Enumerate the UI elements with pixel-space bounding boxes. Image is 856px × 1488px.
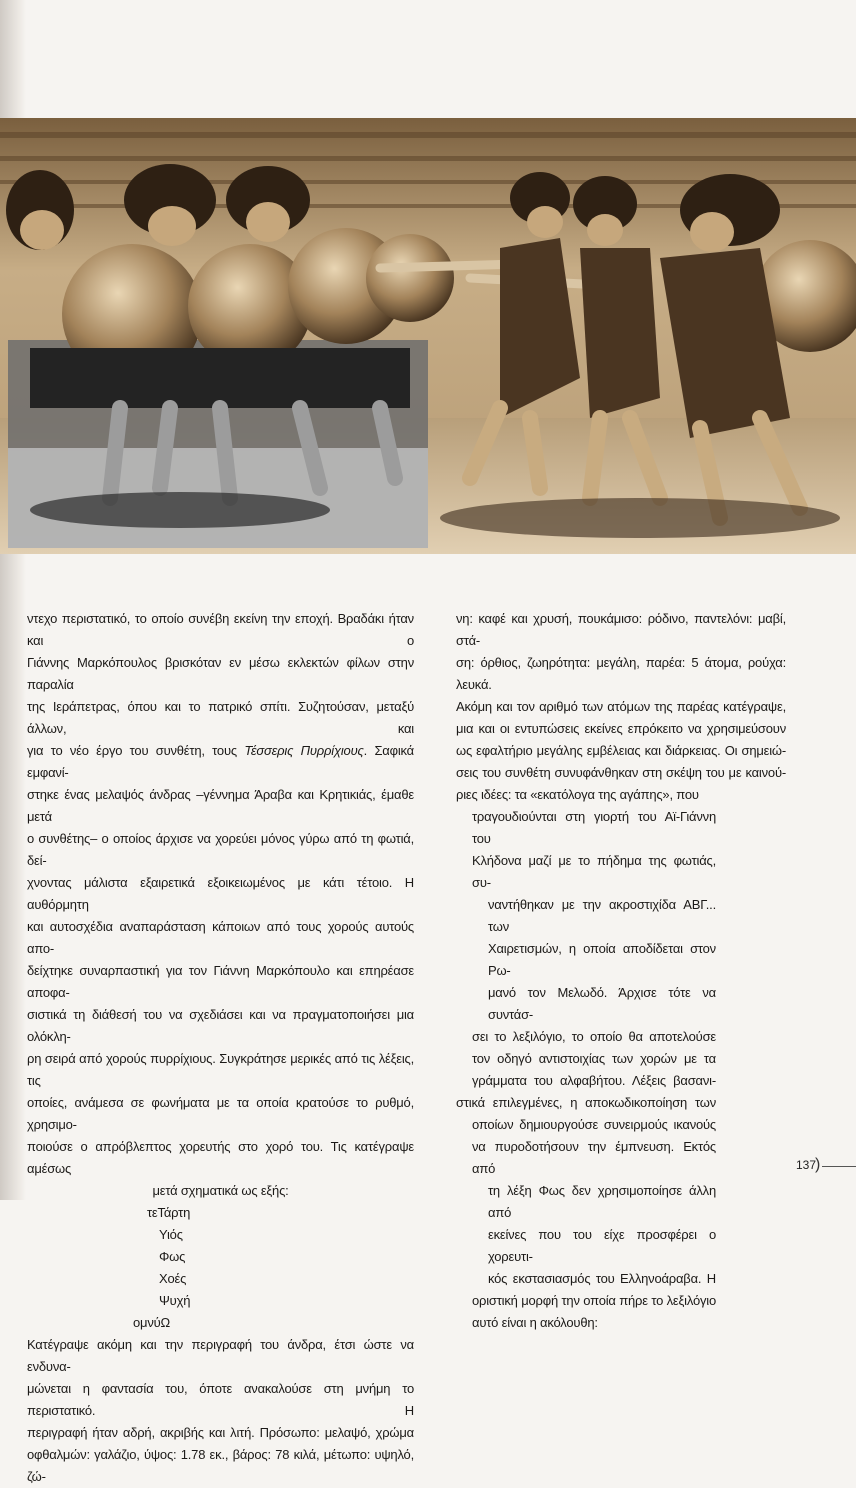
left-text-column [27, 608, 414, 1488]
text-line: της Ιεράπετρας, όπου και το πατρικό σπίτι. Συζητούσαν, μεταξύ άλλων, και [27, 699, 414, 736]
text-line: κός εκστασιασμός του Ελληνοάραβα. Η [488, 1271, 716, 1286]
word-list-item: ομνύΩ [133, 1315, 171, 1330]
text-line: ναντήθηκαν με την ακροστιχίδα ΑΒΓ... των [488, 897, 716, 934]
text-line: στηκε ένας μελαψός άνδρας –γέννημα Άραβα και Κρητικιάς, έμαθε μετά [27, 787, 414, 824]
word-list [27, 1202, 414, 1334]
word-list-item: τεΤάρτη [147, 1205, 191, 1220]
text-line: Χαιρετισμών, η οποία αποδίδεται στον Ρω- [488, 941, 716, 978]
text-line: οποίων δημιουργούσε συνειρμούς ικανούς [472, 1117, 716, 1132]
text-line: περιγραφή ήταν αδρή, ακριβής και λιτή. Πρόσωπο: μελαψό, χρώμα [27, 1425, 414, 1440]
text-line: Γιάννης Μαρκόπουλος βρισκόταν εν μέσω εκλεκτών φίλων στην παραλία [27, 655, 414, 692]
text-line: τον οδηγό αντιστοιχίας των χορών με τα [472, 1051, 716, 1066]
text-line: σιστικά τη διάθεσή του να σχεδιάσει και να πραγματοποιήσει μια ολόκλη- [27, 1007, 414, 1044]
text-line: και αυτοσχέδια αναπαράσταση κάποιων από τους χορούς αυτούς απο- [27, 919, 414, 956]
text-line: δείχτηκε συναρπαστική για τον Γιάννη Μαρκόπουλο και επηρέασε αποφα- [27, 963, 414, 1000]
page-number: 137 [796, 1158, 817, 1172]
text-line: γράμματα του αλφαβήτου. Λέξεις βασανι- [472, 1073, 716, 1088]
text-line: τη λέξη Φως δεν χρησιμοποίησε άλλη από [488, 1183, 716, 1220]
text-line: μετά σχηματικά ως εξής: [152, 1183, 289, 1198]
photo-illustration [0, 118, 856, 554]
text-line: ση: όρθιος, ζωηρότητα: μεγάλη, παρέα: 5 άτομα, ρούχα: [456, 655, 786, 670]
text-line: ο συνθέτης– ο οποίος άρχισε να χορεύει μόνος γύρω από τη φωτιά, δεί- [27, 831, 414, 868]
text-line: Ακόμη και τον αριθμό των ατόμων της παρέας κατέγραψε, [456, 699, 786, 714]
text-line: μώνεται η φαντασία του, όποτε ανακαλούσε στη μνήμη το περιστατικό. Η [27, 1381, 414, 1418]
text-line: χνοντας μάλιστα εξαιρετικά εξοικειωμένος με κάτι τέτοιο. Η αυθόρμητη [27, 875, 414, 912]
text-line: σεις του συνθέτη συνυφάνθηκαν στη σκέψη του με καινού- [456, 765, 786, 780]
word-list-item: Υιός [159, 1227, 183, 1242]
work-title: Τέσσερις Πυρρίχιους [244, 743, 364, 758]
word-list-item: Ψυχή [159, 1293, 191, 1308]
text-line: να πυροδοτήσουν την έμπνευση. Εκτός από [472, 1139, 716, 1176]
text-line: οποίες, ανάμεσα σε φωνήματα με τα οποία κρατούσε το ρυθμό, χρησιμο- [27, 1095, 414, 1132]
text-line: σει το λεξιλόγιο, το οποίο θα αποτελούσε [472, 1029, 716, 1044]
text-line: ρη σειρά από χορούς πυρρίχιους. Συγκράτησε μερικές από τις λέξεις, τις [27, 1051, 414, 1088]
text-line: νη: καφέ και χρυσή, πουκάμισο: ρόδινο, παντελόνι: μαβί, στά- [456, 611, 786, 648]
right-text-column [456, 608, 786, 1334]
text-line: εκείνες που του είχε προσφέρει ο χορευτι- [488, 1227, 716, 1264]
text-fragment: . Σαφικά εμφανί- [27, 743, 414, 780]
text-line: τραγουδιούνται στη γιορτή του Αϊ-Γιάννη του [472, 809, 716, 846]
word-list-item: Φως [159, 1249, 186, 1264]
text-line: οριστική μορφή την οποία πήρε το λεξιλόγιο [472, 1293, 716, 1308]
text-fragment: για το νέο έργο του συνθέτη, τους [27, 743, 237, 758]
text-line: ντεχο περιστατικό, το οποίο συνέβη εκείνη την εποχή. Βραδάκι ήταν και ο [27, 611, 414, 648]
text-line: ριες ιδέες: τα «εκατόλογα της αγάπης», που [456, 787, 699, 802]
text-line [27, 740, 414, 784]
text-line: οφθαλμών: γαλάζιο, ύψος: 1.78 εκ., βάρος: 78 κιλά, μέτωπο: υψηλό, ζώ- [27, 1447, 414, 1484]
text-line: ποιούσε ο απρόβλεπτος χορευτής στο χορό του. Τις κατέγραψε αμέσως [27, 1139, 414, 1176]
text-line: Κλήδονα μαζί με το πήδημα της φωτιάς, συ- [472, 853, 716, 890]
page-rule [822, 1166, 856, 1167]
text-line: ως εφαλτήριο μεγάλης εμβέλειας και διάρκειας. Οι σημειώ- [456, 743, 786, 758]
text-line: στικά επιλεγμένες, η αποκωδικοποίηση των [456, 1095, 716, 1110]
text-line: αυτό είναι η ακόλουθη: [472, 1315, 598, 1330]
text-line: Κατέγραψε ακόμη και την περιγραφή του άνδρα, έτσι ώστε να ενδυνα- [27, 1337, 414, 1374]
text-line: μανό τον Μελωδό. Άρχισε τότε να συντάσ- [488, 985, 716, 1022]
page-bracket-icon: ) [815, 1156, 821, 1173]
text-line: μια και οι εντυπώσεις εκείνες επρόκειτο να χρησιμεύσουν [456, 721, 786, 736]
word-list-item: Χοές [159, 1271, 187, 1286]
text-line: λευκά. [456, 677, 492, 692]
warriors-photo [0, 118, 856, 554]
